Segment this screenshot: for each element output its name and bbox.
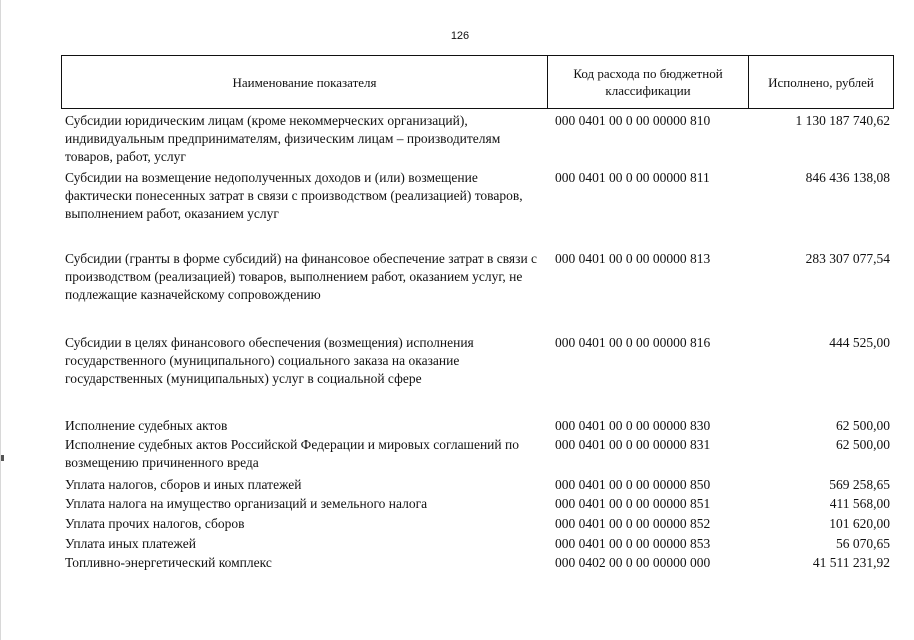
row-name: Уплата налога на имущество организаций и земельного налога: [65, 496, 428, 511]
row-amount: 283 307 077,54: [805, 251, 890, 266]
row-name: Уплата иных платежей: [65, 536, 196, 551]
page-number: 126: [450, 30, 470, 42]
margin-mark: [1, 455, 4, 461]
column-header-code: Код расхода по бюджетной классификации: [548, 56, 749, 108]
row-code: 000 0402 00 0 00 00000 000: [555, 555, 711, 570]
row-name: Исполнение судебных актов Российской Федерации и мировых соглашений по возмещению причиненного вреда: [65, 437, 519, 470]
row-name: Субсидии юридическим лицам (кроме некоммерческих организаций), индивидуальным предпринимателям, физическим лицам – производителям товаров, работ, услуг: [65, 113, 501, 164]
row-amount: 62 500,00: [836, 437, 890, 452]
row-name: Субсидии (гранты в форме субсидий) на финансовое обеспечение затрат в связи с производством (реализацией) товаров, выполнением работ, оказанием услуг, не подлежащие казначейскому сопровождению: [65, 251, 538, 302]
row-amount: 846 436 138,08: [805, 170, 890, 185]
row-code: 000 0401 00 0 00 00000 853: [555, 536, 711, 551]
row-code: 000 0401 00 0 00 00000 851: [555, 496, 711, 511]
row-code: 000 0401 00 0 00 00000 831: [555, 437, 711, 452]
row-amount: 41 511 231,92: [812, 555, 890, 570]
row-name: Топливно-энергетический комплекс: [65, 555, 272, 570]
row-amount: 101 620,00: [829, 516, 890, 531]
row-code: 000 0401 00 0 00 00000 830: [555, 418, 711, 433]
column-header-name: Наименование показателя: [62, 56, 548, 108]
row-name: Исполнение судебных актов: [65, 418, 228, 433]
row-amount: 56 070,65: [836, 536, 890, 551]
row-amount: 62 500,00: [836, 418, 890, 433]
column-header-amount: Исполнено, рублей: [768, 74, 874, 90]
row-code: 000 0401 00 0 00 00000 811: [555, 170, 710, 185]
row-amount: 444 525,00: [829, 335, 890, 350]
row-code: 000 0401 00 0 00 00000 816: [555, 335, 711, 350]
row-amount: 1 130 187 740,62: [795, 113, 890, 128]
row-name: Субсидии в целях финансового обеспечения (возмещения) исполнения государственного (муниципального) социального заказа на оказание государственных (муниципальных) услуг в социальной сфере: [65, 335, 474, 386]
table-header: [61, 55, 894, 109]
row-code: 000 0401 00 0 00 00000 810: [555, 113, 711, 128]
page-edge-shadow: [0, 0, 1, 640]
row-code: 000 0401 00 0 00 00000 813: [555, 251, 711, 266]
row-amount: 569 258,65: [829, 477, 890, 492]
row-code: 000 0401 00 0 00 00000 852: [555, 516, 711, 531]
row-name: Субсидии на возмещение недополученных доходов и (или) возмещение фактически понесенных затрат в связи с производством (реализацией) товаров, выполнением работ, оказанием услуг: [65, 170, 523, 221]
row-name: Уплата прочих налогов, сборов: [65, 516, 245, 531]
row-code: 000 0401 00 0 00 00000 850: [555, 477, 711, 492]
row-amount: 411 568,00: [829, 496, 890, 511]
row-name: Уплата налогов, сборов и иных платежей: [65, 477, 302, 492]
